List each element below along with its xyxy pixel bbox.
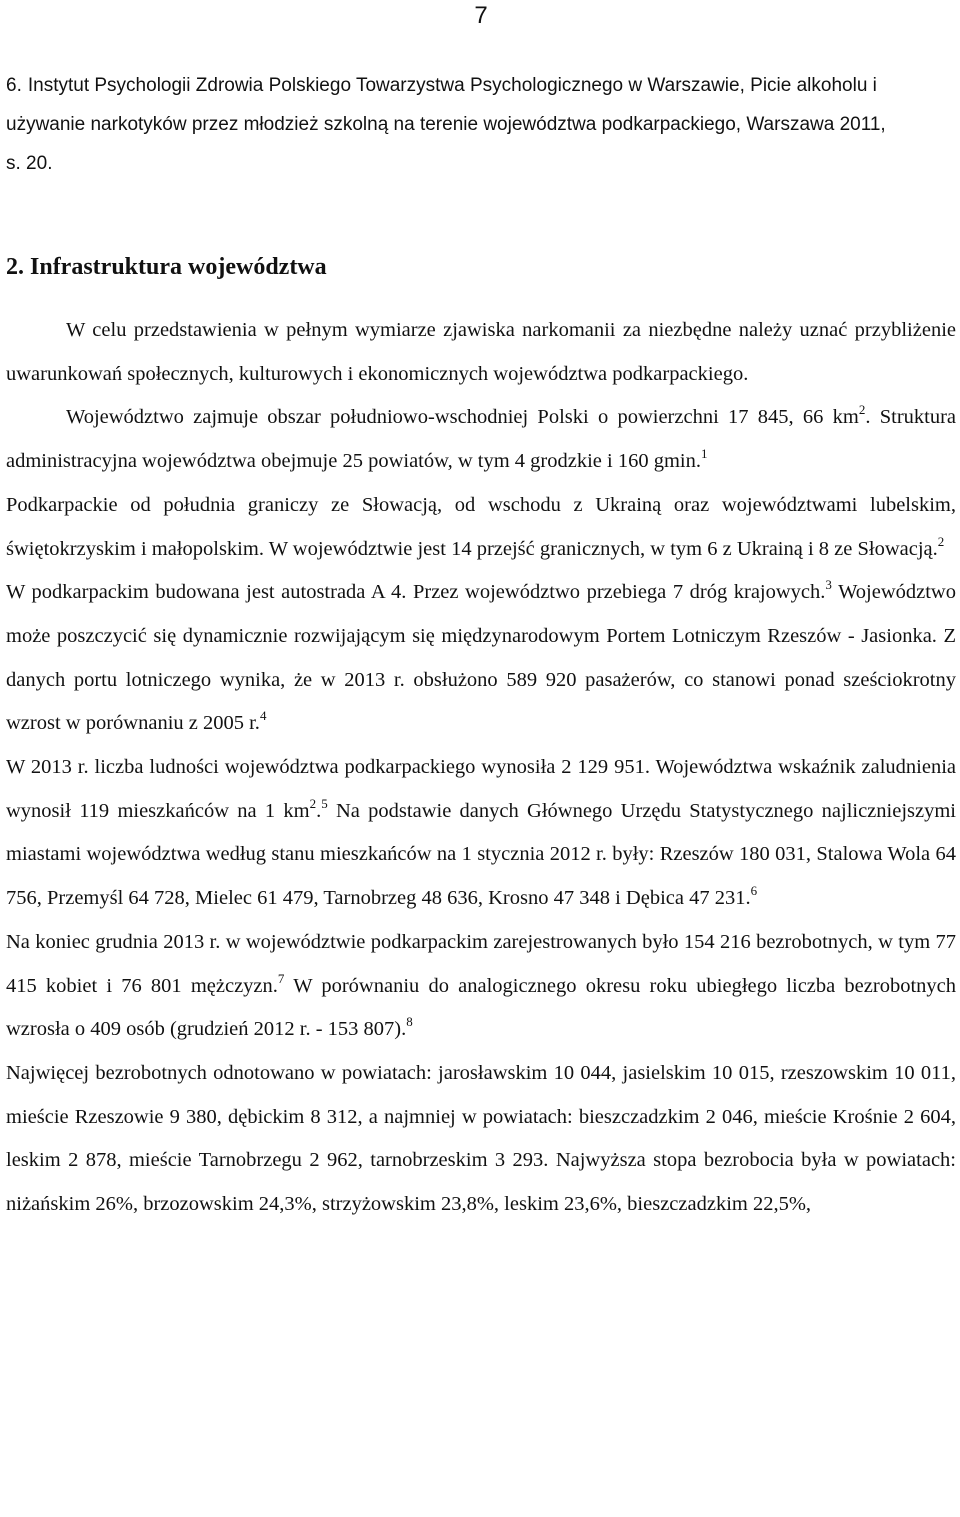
superscript: 2 bbox=[309, 795, 317, 811]
text-segment: Województwo może poszczycić się dynamicznie rozwijającym się międzynarodowym Portem Lotniczym Rzeszów - Jasionka. Z danych portu lotniczego wynika, że w 2013 r. obsłużono 589 920 pasażerów, co stanowi ponad sześciokrotny wzrost w porównaniu z 2005 r. bbox=[6, 581, 956, 735]
text-segment: . Struktura administracyjna województwa obejmuje 25 powiatów, w tym 4 grodzkie i 160 gmin. bbox=[6, 406, 957, 473]
footnote-ref: 1 bbox=[700, 446, 708, 462]
section-title: Infrastruktura województwa bbox=[30, 254, 327, 280]
footnote-ref: 4 bbox=[259, 708, 267, 724]
body-text bbox=[6, 309, 956, 1227]
paragraph-borders bbox=[6, 484, 956, 571]
footnote-reference bbox=[6, 66, 891, 183]
paragraph-population bbox=[6, 746, 956, 921]
text-segment: W podkarpackim budowana jest autostrada A 4. Przez województwo przebiega 7 dróg krajowych. bbox=[6, 581, 826, 604]
text-segment: W celu przedstawienia w pełnym wymiarze zjawiska narkomanii za niezbędne należy uznać przybliżenie uwarunkowań społecznych, kulturowych i ekonomicznych województwa podkarpackiego. bbox=[6, 319, 956, 385]
text-segment: Najwięcej bezrobotnych odnotowano w powiatach: jarosławskim 10 044, jasielskim 10 015, rzeszowskim 10 011, mieście Rzeszowie 9 380, dębickim 8 312, a najmniej w powiatach: bieszczadzkim 2 046, mieście Krośnie 2 604, leskim 2 878, mieście Tarnobrzegu 2 962, tarnobrzeskim 3 293. Najwyższa stopa bezrobocia była w powiatach: niżańskim 26%, brzozowskim 24,3%, strzyżowskim 23,8%, leskim 23,6%, bieszczadzkim 22,5%, bbox=[6, 1061, 956, 1216]
footnote-ref: 2 bbox=[937, 533, 945, 549]
paragraph-districts bbox=[6, 1052, 956, 1227]
reference-text: Instytut Psychologii Zdrowia Polskiego Towarzystwa Psychologicznego w Warszawie, Picie alkoholu i używanie narkotyków przez młodzież szkolną na terenie województwa podkarpackiego, Warszawa 2011, s. 20. bbox=[6, 75, 886, 174]
superscript: 2 bbox=[858, 402, 866, 418]
footnote-ref: 8 bbox=[406, 1014, 413, 1030]
text-segment: W 2013 r. liczba ludności województwa podkarpackiego wynosiła 2 129 951. Województwa wskaźnik zaludnienia wynosił 119 mieszkańców na 1 km bbox=[6, 756, 956, 822]
footnote-ref: 6 bbox=[750, 883, 758, 899]
text-segment: Na podstawie danych Głównego Urzędu Statystycznego najliczniejszymi miastami województwa według stanu mieszkańców na 1 stycznia 2012 r. były: Rzeszów 180 031, Stalowa Wola 64 756, Przemyśl 64 728, Mielec 61 479, Tarnobrzeg 48 636, Krosno 47 348 i Dębica 47 231. bbox=[6, 799, 956, 910]
text-segment: Województwo zajmuje obszar południowo-wschodniej Polski o powierzchni 17 845, 66 km bbox=[66, 406, 859, 429]
text-segment: . bbox=[316, 799, 322, 822]
text-segment: W porównaniu do analogicznego okresu roku ubiegłego liczba bezrobotnych wzrosła o 409 osób (grudzień 2012 r. - 153 807). bbox=[6, 974, 956, 1041]
section-heading bbox=[6, 247, 327, 287]
footnote-ref: 7 bbox=[277, 970, 285, 986]
section-number: 2. bbox=[6, 254, 24, 280]
footnote-ref: 5 bbox=[321, 795, 328, 811]
footnote-ref: 3 bbox=[825, 577, 832, 593]
reference-number: 6. bbox=[6, 75, 22, 96]
page-number: 7 bbox=[474, 2, 488, 29]
paragraph-unemployment bbox=[6, 921, 956, 1052]
paragraph-transport bbox=[6, 571, 956, 746]
text-segment: Podkarpackie od południa graniczy ze Słowacją, od wschodu z Ukrainą oraz województwami lubelskim, świętokrzyskim i małopolskim. W województwie jest 14 przejść granicznych, w tym 6 z Ukrainą i 8 ze Słowacją. bbox=[6, 493, 956, 560]
text-segment: Na koniec grudnia 2013 r. w województwie podkarpackim zarejestrowanych było 154 216 bezrobotnych, w tym 77 415 kobiet i 76 801 mężczyzn. bbox=[6, 930, 956, 997]
paragraph-area bbox=[6, 396, 956, 483]
paragraph-intro bbox=[6, 309, 956, 396]
